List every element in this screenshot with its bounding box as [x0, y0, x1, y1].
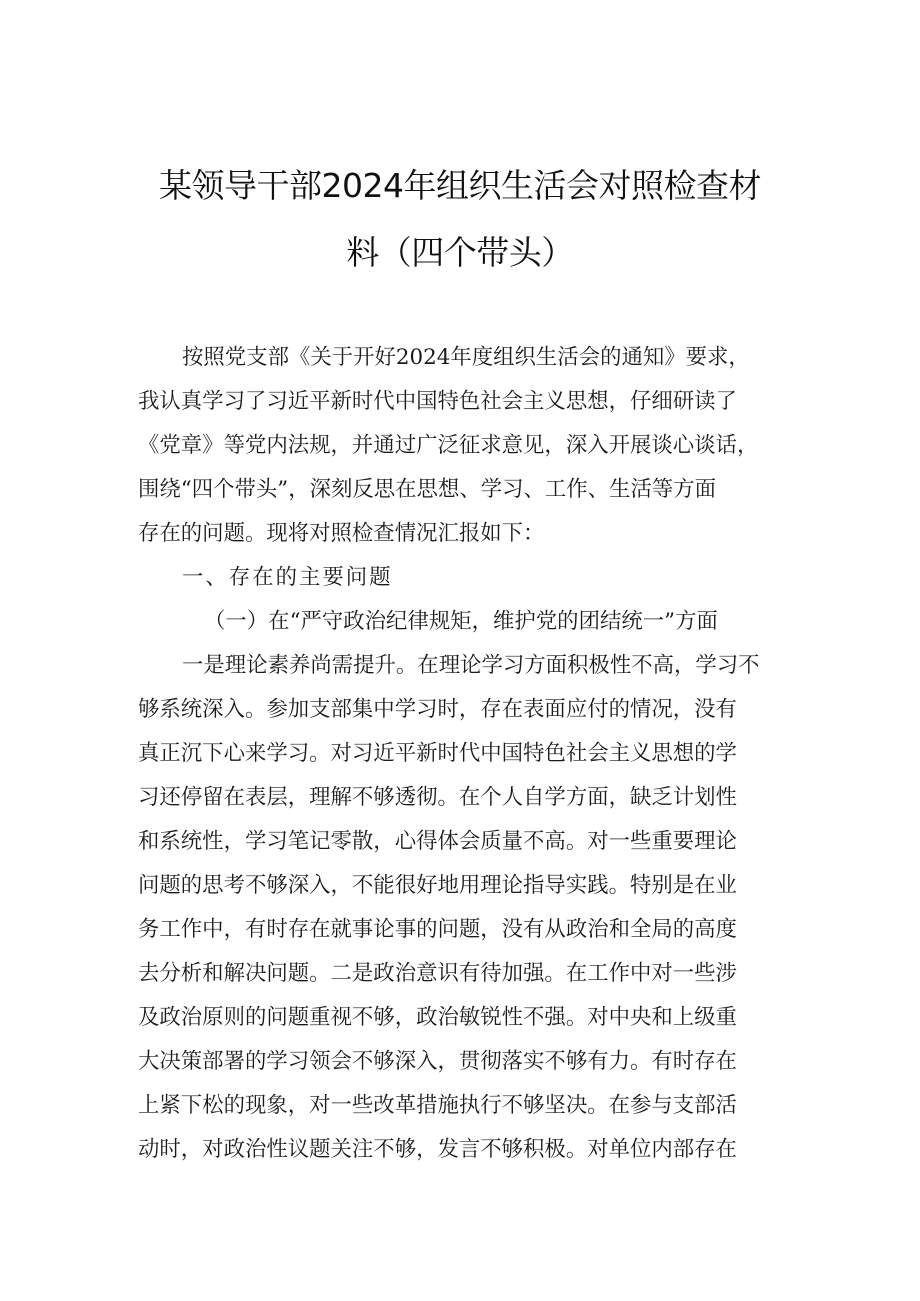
paragraph-line: 够系统深入。参加支部集中学习时，存在表面应付的情况，没有: [138, 697, 737, 722]
intro-line: 我认真学习了习近平新时代中国特色社会主义思想，仔细研读了: [138, 389, 737, 414]
intro-line: 按照党支部《关于开好2024年度组织生活会的通知》要求，: [182, 345, 750, 370]
document-body: [138, 336, 788, 1172]
paragraph-line: 大决策部署的学习领会不够深入，贯彻落实不够有力。有时存在: [138, 1049, 737, 1074]
intro-line: 《党章》等党内法规，并通过广泛征求意见，深入开展谈心谈话，: [138, 433, 759, 458]
paragraph-line: 问题的思考不够深入，不能很好地用理论指导实践。特别是在业: [138, 873, 737, 898]
document-title-line-1: 某领导干部2024年组织生活会对照检查材: [159, 166, 761, 205]
paragraph-line: 习还停留在表层，理解不够透彻。在个人自学方面，缺乏计划性: [138, 785, 737, 810]
paragraph-line: 动时，对政治性议题关注不够，发言不够积极。对单位内部存在: [138, 1137, 737, 1162]
paragraph-line: 务工作中，有时存在就事论事的问题，没有从政治和全局的高度: [138, 917, 737, 942]
document-title-line-2: 料（四个带头）: [346, 233, 574, 272]
paragraph-line: 上紧下松的现象，对一些改革措施执行不够坚决。在参与支部活: [138, 1093, 737, 1118]
paragraph-line: 真正沉下心来学习。对习近平新时代中国特色社会主义思想的学: [138, 741, 737, 766]
intro-line: 围绕“四个带头”，深刻反思在思想、学习、工作、生活等方面: [138, 477, 717, 502]
paragraph-line: 去分析和解决问题。二是政治意识有待加强。在工作中对一些涉: [138, 961, 737, 986]
section-heading: 一、存在的主要问题: [182, 565, 393, 590]
paragraph-line: 和系统性，学习笔记零散，心得体会质量不高。对一些重要理论: [138, 829, 737, 854]
paragraph-line: 及政治原则的问题重视不够，政治敏锐性不强。对中央和上级重: [138, 1005, 737, 1030]
intro-line: 存在的问题。现将对照检查情况汇报如下：: [138, 521, 545, 546]
subsection-heading: （一）在“严守政治纪律规矩，维护党的团结统一”方面: [204, 609, 718, 634]
paragraph-line: 一是理论素养尚需提升。在理论学习方面积极性不高，学习不: [182, 653, 760, 678]
